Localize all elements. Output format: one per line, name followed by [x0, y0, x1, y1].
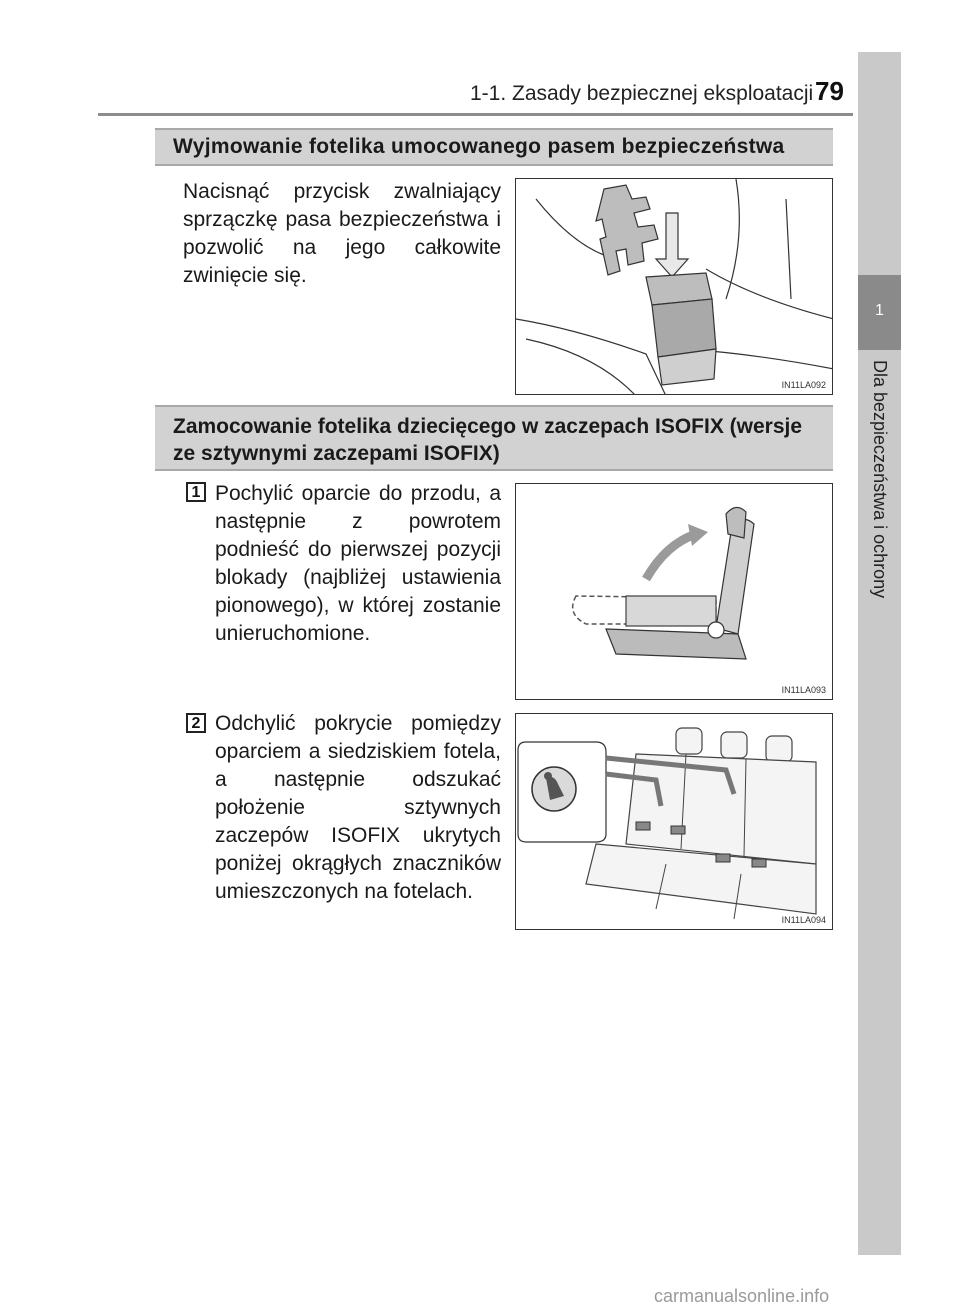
header-rule — [98, 113, 853, 116]
section2-title-line1: Zamocowanie fotelika dziecięcego w zaczepach ISOFIX (wersje — [173, 415, 803, 438]
running-header: 1-1. Zasady bezpiecznej eksploatacji — [470, 82, 814, 105]
chapter-title-vertical — [858, 360, 901, 610]
step1-instruction: Pochylić oparcie do przodu, a następnie z powrotem podnieść do pierwszej pozycji blokady (najbliżej ustawienia pionowego), w której zostanie unieruchomione. — [215, 482, 501, 645]
figure-code: IN11LA093 — [781, 685, 826, 695]
watermark: carmanualsonline.info — [654, 1286, 830, 1306]
section2-title-line2: ze sztywnymi zaczepami ISOFIX) — [173, 442, 500, 465]
figure-isofix-anchors — [515, 713, 833, 930]
figure-code: IN11LA092 — [781, 380, 826, 390]
seatback-illustration — [516, 484, 833, 700]
page-number: 79 — [815, 76, 844, 106]
section1-instruction: Nacisnąć przycisk zwalniający sprzączkę pasa bezpieczeństwa i pozwolić na jego całkowite zwinięcie się. — [183, 180, 501, 287]
section-heading-remove-seat: Wyjmowanie fotelika umocowanego pasem bezpieczeństwa — [155, 128, 833, 166]
seatbelt-buckle-illustration — [516, 179, 833, 395]
section-heading-isofix — [155, 405, 833, 471]
chapter-title: Dla bezpieczeństwa i ochrony — [870, 360, 890, 599]
figure-seatback-adjust — [515, 483, 833, 700]
step2-instruction: Odchylić pokrycie pomiędzy oparciem a siedziskiem fotela, a następnie odszukać położenie sztywnych zaczepów ISOFIX ukrytych poniżej okrągłych znaczników umieszczonych na fotelach. — [215, 712, 501, 903]
step-number-badge: 1 — [186, 482, 206, 502]
rear-bench-illustration — [516, 714, 833, 930]
chapter-side-tab — [858, 52, 901, 1255]
chapter-number: 1 — [875, 302, 884, 319]
figure-code: IN11LA094 — [781, 915, 826, 925]
step-number-badge: 2 — [186, 713, 206, 733]
figure-seatbelt-release — [515, 178, 833, 395]
